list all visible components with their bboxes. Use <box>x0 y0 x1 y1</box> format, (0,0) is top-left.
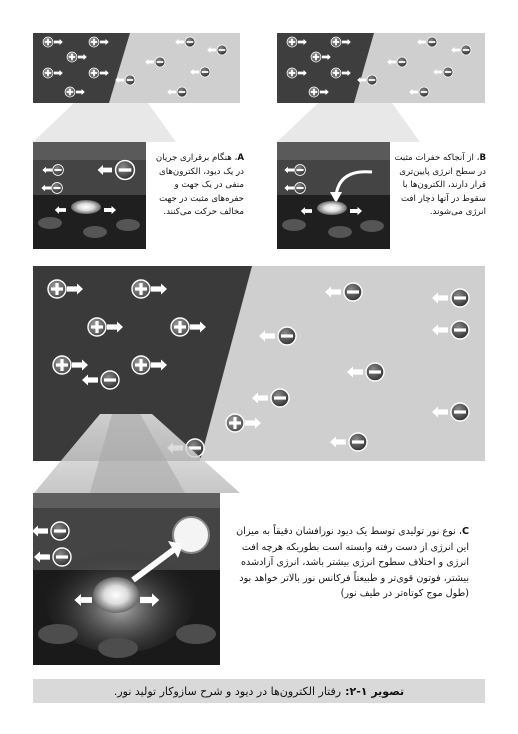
panel-c-text: C، نوع نور تولیدی توسط یک دیود نورافشان دقیقاً به میزان این انرژی از دست رفته وابسته است بطوریکه هرچه افت انرژی و اختلاف سطوح انرژی بیشتر باشد، انرژی آزادشده بیشتر، فوتون قوی‌تر و طبیعتاً فرکانس نور بالاتر خواهد بود (طول موج کوتاه‌تر در طیف نور) <box>236 526 469 600</box>
figure-caption <box>33 679 485 703</box>
caption-text: رفتار الکترون‌ها در دیود و شرح سازوکار تولید نور. <box>113 684 342 698</box>
panel-a-text: A، هنگام برقراری جریان در یک دیود، الکترون‌های منفی در یک جهت و حفره‌های مثبت در جهت مخالف حرکت می‌کنند. <box>155 153 244 218</box>
panel-bottom <box>33 266 485 493</box>
panel-c-zoom <box>32 493 220 665</box>
panel-b-text: B، از آنجاکه حفرات مثبت در سطح انرژی پایین‌تری قرار دارند، الکترون‌ها با سقوط در آنها دچار افت انرژی می‌شوند. <box>394 153 486 218</box>
caption-label: تصویر ۱-۲: <box>345 684 405 698</box>
